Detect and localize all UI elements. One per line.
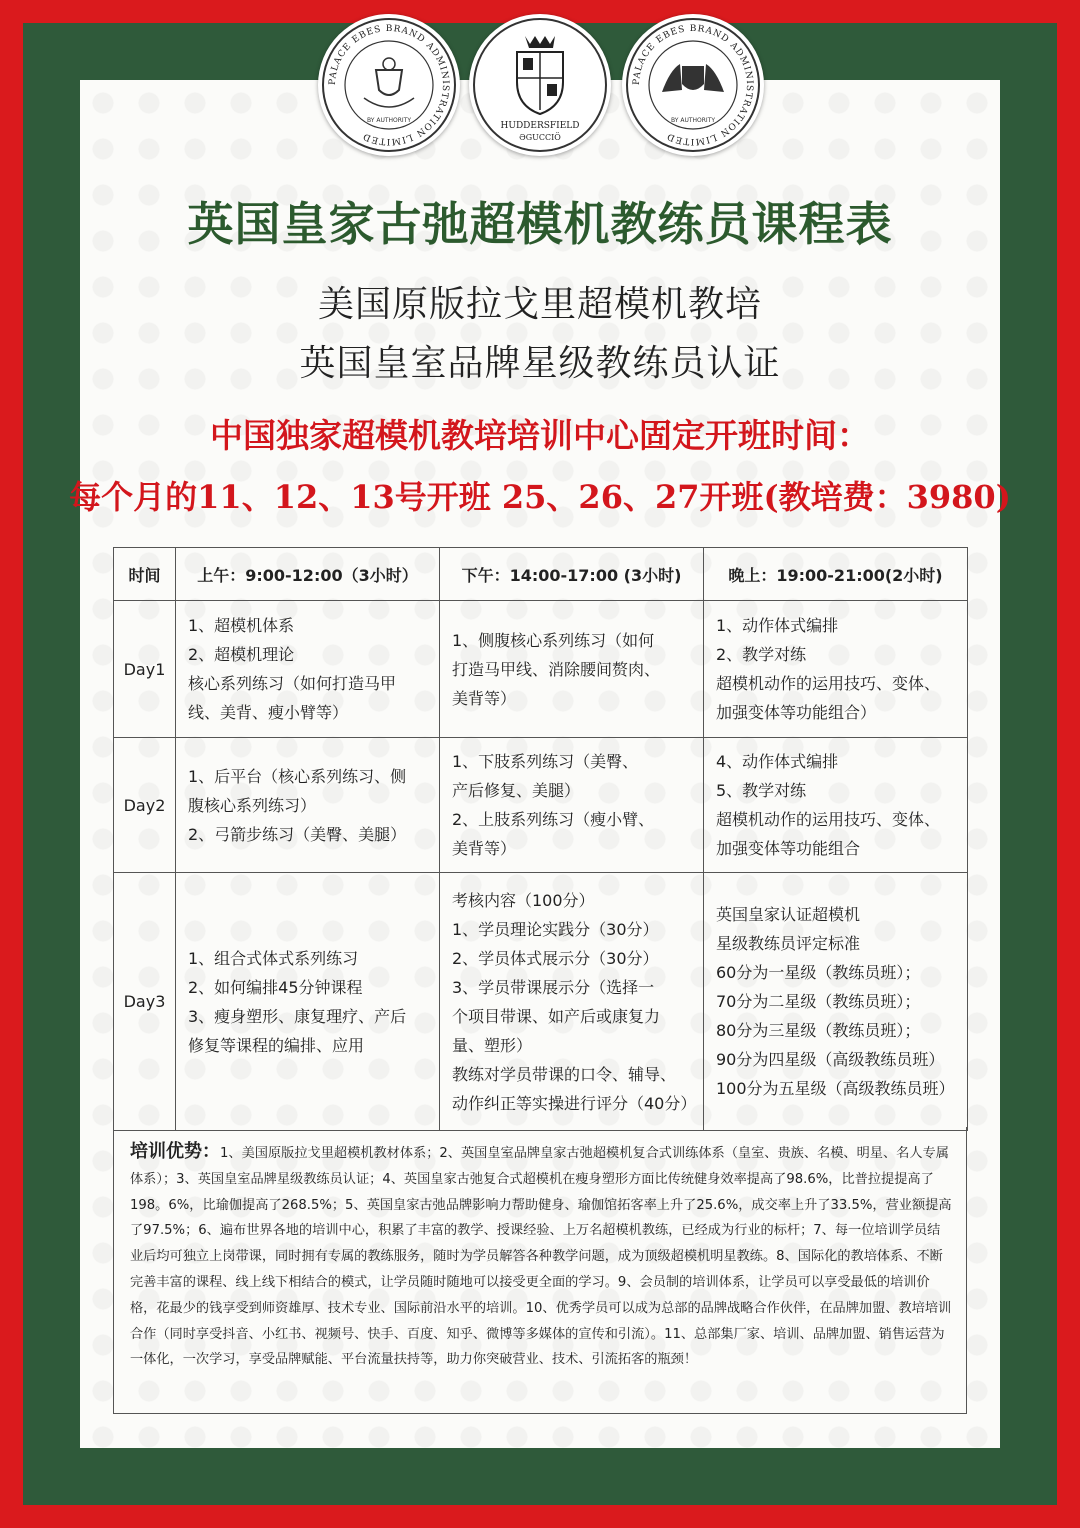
seal-left-ring-text: PALACE EBES BRAND ADMINISTRATION LIMITED <box>327 23 451 147</box>
seal-left <box>318 14 460 156</box>
table-row-day2 <box>114 738 968 873</box>
cell-line: 1、动作体式编排 <box>716 616 839 635</box>
cell-line: 4、动作体式编排 <box>716 752 839 771</box>
cell-day1-am <box>176 601 440 738</box>
cell-line: 1、组合式体式系列练习 <box>188 948 359 968</box>
cell-line: 5、教学对练 <box>716 781 807 800</box>
shield-crest-icon <box>469 14 611 156</box>
cell-line: 3、瘦身塑形、康复理疗、产后 <box>188 1006 407 1026</box>
cell-line: 量、塑形） <box>452 1035 533 1055</box>
cell-day2-eve <box>704 738 968 873</box>
cell-line: 考核内容（100分） <box>452 890 595 910</box>
cell-line: 加强变体等功能组合） <box>716 703 877 722</box>
seal-right <box>622 14 764 156</box>
seal-right-bottom-text: BY AUTHORITY <box>670 117 716 124</box>
cell-line: 2、弓箭步练习（美臀、美腿） <box>188 824 407 844</box>
cell-line: 美背等） <box>452 688 517 708</box>
cell-line: 2、上肢系列练习（瘦小臂、 <box>452 810 655 829</box>
seal-right-ring-text: PALACE EBES BRAND ADMINISTRATION LIMITED <box>631 23 755 147</box>
header-time: 时间 <box>114 548 176 601</box>
cell-line: 3、学员带课展示分（选择一 <box>452 977 655 997</box>
training-advantages <box>113 1127 967 1414</box>
cell-line: 2、如何编排45分钟课程 <box>188 977 363 997</box>
day-label: Day2 <box>114 738 176 873</box>
cell-line: 线、美背、瘦小臂等） <box>188 703 349 722</box>
cell-line: 美背等） <box>452 839 517 858</box>
advantages-label: 培训优势： <box>130 1141 220 1162</box>
cell-line: 产后修复、美腿） <box>452 781 581 800</box>
day-label: Day1 <box>114 601 176 738</box>
cell-day2-pm <box>440 738 704 873</box>
cell-line: 英国皇家认证超模机 <box>716 905 861 924</box>
cell-line: 1、后平台（核心系列练习、侧 <box>188 766 407 786</box>
header-afternoon: 下午：14:00-17:00 (3小时) <box>440 548 704 601</box>
cell-line: 修复等课程的编排、应用 <box>188 1035 365 1055</box>
cell-line: 教练对学员带课的口令、辅导、 <box>452 1064 677 1084</box>
announcement-heading: 中国独家超模机教培培训中心固定开班时间： <box>210 416 870 455</box>
cell-day3-pm <box>440 873 704 1131</box>
cell-line: 80分为三星级（教练员班）； <box>716 1021 921 1040</box>
table-row-day3 <box>114 873 968 1131</box>
cell-line: 动作纠正等实操进行评分（40分） <box>452 1093 697 1113</box>
page-title: 英国皇家古弛超模机教练员课程表 <box>187 197 893 251</box>
svg-text:PALACE EBES BRAND ADMINISTRATI <box>328 24 450 146</box>
seal-center <box>469 14 611 156</box>
table-header-row <box>114 548 968 601</box>
cell-day3-am <box>176 873 440 1131</box>
cell-line: 腹核心系列练习） <box>188 795 317 815</box>
cell-line: 星级教练员评定标准 <box>716 934 861 953</box>
cell-line: 60分为一星级（教练员班）； <box>716 963 921 982</box>
cell-day1-pm <box>440 601 704 738</box>
seal-center-brand: HUDDERSFIELD <box>500 121 580 131</box>
schedule-table <box>113 547 968 1131</box>
cell-line: 100分为五星级（高级教练员班） <box>716 1079 955 1098</box>
cell-line: 2、学员体式展示分（30分） <box>452 948 659 968</box>
cell-day2-am <box>176 738 440 873</box>
table-row-day1 <box>114 601 968 738</box>
subtitle-1: 美国原版拉戈里超模机教培 <box>317 284 762 325</box>
cell-line: 个项目带课、如产后或康复力 <box>452 1006 661 1026</box>
cell-line: 加强变体等功能组合 <box>716 839 861 858</box>
cell-line: 1、下肢系列练习（美臀、 <box>452 752 639 771</box>
cell-day3-eve <box>704 873 968 1131</box>
seal-left-bottom-text: BY AUTHORITY <box>366 117 412 124</box>
cell-line: 1、侧腹核心系列练习（如何 <box>452 630 655 650</box>
seal-center-sub: ƏGUCCIÖ <box>519 133 561 142</box>
cell-day1-eve <box>704 601 968 738</box>
cell-line: 90分为四星级（高级教练员班） <box>716 1050 945 1069</box>
header-evening: 晚上：19:00-21:00(2小时) <box>704 548 968 601</box>
cell-line: 2、超模机理论 <box>188 645 295 664</box>
day-label: Day3 <box>114 873 176 1131</box>
schedule-announcement: 每个月的11、12、13号开班 25、26、27开班(教培费：3980) <box>69 478 1011 516</box>
cell-line: 2、教学对练 <box>716 645 807 664</box>
cell-line: 超模机动作的运用技巧、变体、 <box>716 810 941 829</box>
cell-line: 1、学员理论实践分（30分） <box>452 919 659 939</box>
subtitle-2: 英国皇室品牌星级教练员认证 <box>299 343 781 384</box>
crest-seal-icon <box>318 14 460 156</box>
header-morning: 上午：9:00-12:00（3小时） <box>176 548 440 601</box>
lion-unicorn-seal-icon <box>622 14 764 156</box>
cell-line: 核心系列练习（如何打造马甲 <box>188 674 397 693</box>
seal-row <box>0 14 1080 164</box>
advantages-text: 1、美国原版拉戈里超模机教材体系；2、英国皇室品牌皇家古弛超模机复合式训练体系（皇室、贵族、名模、明星、名人专属体系）；3、英国皇室品牌星级教练员认证；4、英国皇家古弛复合式超模机在瘦身塑形方面比传统健身效率提高了98.6%，比普拉提提高了198。6%，比瑜伽提高了268.5%；5、英国皇家古弛品牌影响力帮助健身、瑜伽馆拓客率上升了25.6%，成交率上升了33.5%，营业额提高了97.5%；6、遍布世界各地的培训中心，积累了丰富的教学、授课经验、上万名超模机教练，已经成为行业的标杆；7、每一位培训学员结业后均可独立上岗带课，同时拥有专属的教练服务，随时为学员解答各种教学问题，成为顶级超模机明星教练。8、国际化的教培体系、不断完善丰富的课程、线上线下相结合的模式，让学员随时随地可以接受更全面的学习。9、会员制的培训体系，让学员可以享受最低的培训价格，花最少的钱享受到师资雄厚、技术专业、国际前沿水平的培训。10、优秀学员可以成为总部的品牌战略合作伙伴，在品牌加盟、教培培训合作（同时享受抖音、小红书、视频号、快手、百度、知乎、微博等多媒体的宣传和引流）。11、总部集厂家、培训、品牌加盟、销售运营为一体化，一次学习，享受品牌赋能、平台流量扶持等，助力你突破营业、技术、引流拓客的瓶颈！ <box>130 1146 952 1368</box>
cell-line: 打造马甲线、消除腰间赘肉、 <box>452 659 661 679</box>
cell-line: 1、超模机体系 <box>188 616 295 635</box>
cell-line: 超模机动作的运用技巧、变体、 <box>716 674 941 693</box>
cell-line: 70分为二星级（教练员班）； <box>716 992 921 1011</box>
